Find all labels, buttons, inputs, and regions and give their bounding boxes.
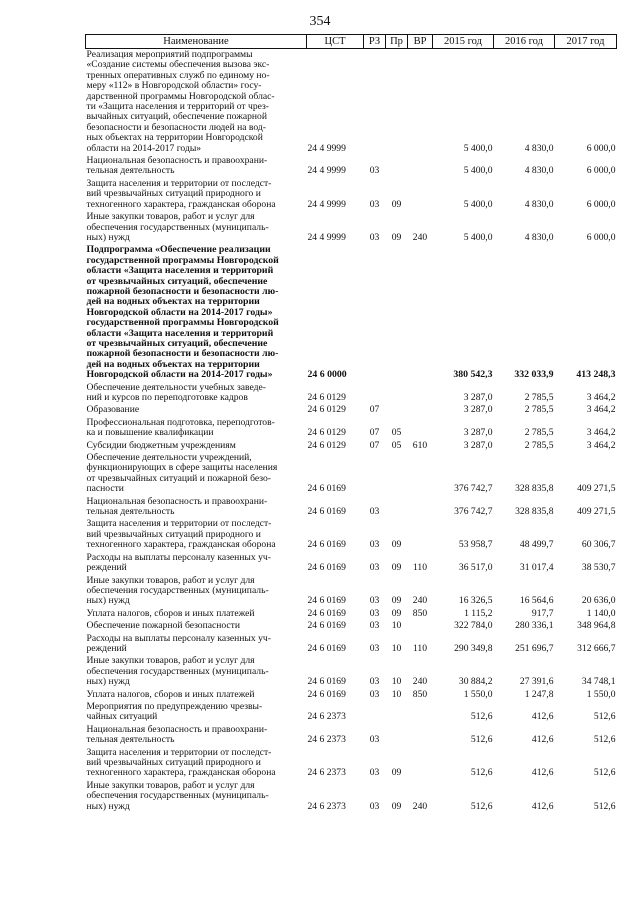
row-name-cell <box>86 655 307 688</box>
table-body <box>86 49 617 814</box>
row-name: Подпрограмма «Обеспечение реализации государственной программы Новгородской области «Защита населения и территорий от чрезвычайных ситуаций, обеспечение пожарной безопасности и безопасности лю- дей на водных объектах на территории Новгородской области на 2014-2017 годы» государственной программы Новгородской области «Защита населения и территорий от чрезвычайных ситуаций, обеспечение пожарной безопасности и безопасности лю- дей на водных объектах на территории Новгородской области на 2014-2017 годы» <box>86 244 279 381</box>
row-subsection <box>386 724 408 747</box>
row-amount-2016: 412,6 <box>531 800 554 812</box>
row-amount-2015: 3 287,0 <box>463 427 493 439</box>
table-row <box>86 689 617 701</box>
row-expense-type <box>408 178 433 211</box>
row-code: 24 6 0169 <box>307 483 346 495</box>
row-section: 03 <box>369 231 380 243</box>
row-name-cell <box>86 244 307 381</box>
row-amount-2017: 6 000,0 <box>586 142 616 154</box>
row-name: Уплата налогов, сборов и иных платежей <box>86 607 255 619</box>
row-name-cell <box>86 155 307 178</box>
row-code: 24 6 0129 <box>307 392 346 403</box>
header-name: Наименование <box>86 35 307 49</box>
header-2017: 2017 год <box>555 35 617 49</box>
row-amount-2016: 4 830,0 <box>524 198 554 210</box>
row-amount-2015: 3 287,0 <box>463 439 493 451</box>
row-amount-2017: 413 248,3 <box>576 369 616 381</box>
row-subsection: 09 <box>391 595 402 607</box>
row-name: Национальная безопасность и правоохрани- тельная деятельность <box>86 495 268 518</box>
table-row <box>86 701 617 724</box>
row-code: 24 6 0169 <box>307 595 346 607</box>
row-expense-type: 610 <box>412 439 428 451</box>
row-name: Обеспечение деятельности учебных заведе- ний и курсов по переподготовке кадров <box>86 381 266 403</box>
table-row <box>86 155 617 178</box>
header-2016: 2016 год <box>494 35 555 49</box>
row-expense-type <box>408 701 433 724</box>
row-amount-2015: 30 884,2 <box>458 676 493 688</box>
row-expense-type <box>408 747 433 780</box>
budget-table <box>85 34 617 813</box>
row-section <box>364 701 386 724</box>
row-name: Расходы на выплаты персоналу казенных уч- реждений <box>86 551 271 574</box>
row-subsection: 09 <box>391 767 402 779</box>
row-name: Профессиональная подготовка, переподготов- ка и повышение квалификации <box>86 416 275 439</box>
row-expense-type <box>408 620 433 632</box>
row-name: Расходы на выплаты персоналу казенных уч- реждений <box>86 632 271 654</box>
row-code: 24 6 2373 <box>307 800 346 812</box>
row-amount-2015: 512,6 <box>470 734 493 746</box>
row-amount-2016: 1 247,8 <box>524 688 554 700</box>
row-section: 03 <box>369 595 380 607</box>
row-amount-2016: 328 835,8 <box>515 483 554 495</box>
row-code: 24 4 9999 <box>307 198 346 210</box>
table-header <box>86 35 617 49</box>
row-expense-type: 110 <box>412 642 428 654</box>
table-row <box>86 244 617 381</box>
row-section: 03 <box>369 642 380 654</box>
row-section: 03 <box>369 620 380 632</box>
row-amount-2017: 3 464,2 <box>586 392 616 403</box>
row-amount-2015: 5 400,0 <box>463 198 493 210</box>
row-expense-type <box>408 518 433 551</box>
row-name: Национальная безопасность и правоохрани- тельная деятельность <box>86 723 268 746</box>
row-expense-type <box>408 244 433 381</box>
row-amount-2015: 1 550,0 <box>463 688 493 700</box>
row-amount-2015: 36 517,0 <box>458 562 493 574</box>
page-number: 354 <box>309 14 331 29</box>
row-amount-2016: 2 785,5 <box>524 404 554 416</box>
row-amount-2015: 290 349,8 <box>454 642 493 654</box>
table-row <box>86 49 617 156</box>
row-amount-2017: 20 636,0 <box>581 595 616 607</box>
row-subsection: 09 <box>391 607 402 619</box>
table-row <box>86 211 617 244</box>
row-section <box>364 382 386 405</box>
row-section <box>364 452 386 496</box>
row-amount-2016: 48 499,7 <box>519 539 554 551</box>
row-amount-2015: 380 542,3 <box>453 369 493 381</box>
row-name-cell <box>86 382 307 405</box>
row-name-cell <box>86 608 307 620</box>
table-row <box>86 404 617 416</box>
table-row <box>86 620 617 632</box>
row-code: 24 6 0169 <box>307 688 346 700</box>
header-2015: 2015 год <box>433 35 494 49</box>
row-subsection <box>386 452 408 496</box>
row-subsection: 10 <box>391 642 402 654</box>
row-subsection <box>386 701 408 724</box>
row-amount-2015: 512,6 <box>470 711 493 723</box>
table-row <box>86 747 617 780</box>
row-section: 03 <box>369 562 380 574</box>
row-code: 24 6 0169 <box>307 676 346 688</box>
row-amount-2015: 53 958,7 <box>458 539 493 551</box>
row-expense-type <box>408 452 433 496</box>
row-subsection <box>386 244 408 381</box>
row-subsection: 10 <box>391 676 402 688</box>
row-amount-2017: 348 964,8 <box>577 620 616 632</box>
row-amount-2016: 2 785,5 <box>524 427 554 439</box>
row-amount-2016: 251 696,7 <box>515 642 554 654</box>
row-amount-2016: 412,6 <box>531 734 554 746</box>
row-code: 24 4 9999 <box>307 165 346 177</box>
table-row <box>86 440 617 452</box>
row-section: 03 <box>369 607 380 619</box>
row-code: 24 6 0129 <box>307 439 346 451</box>
row-code: 24 6 0129 <box>307 427 346 439</box>
row-amount-2017: 1 550,0 <box>586 688 616 700</box>
row-amount-2017: 3 464,2 <box>586 439 616 451</box>
row-amount-2015: 376 742,7 <box>454 483 493 495</box>
row-amount-2017: 512,6 <box>593 800 616 812</box>
row-name: Защита населения и территории от последст- вий чрезвычайных ситуаций природного и техногенного характера, гражданская оборона <box>86 177 276 210</box>
row-name-cell <box>86 724 307 747</box>
row-name-cell <box>86 575 307 608</box>
row-code: 24 6 2373 <box>307 734 346 746</box>
table-row <box>86 417 617 440</box>
row-section: 03 <box>369 688 380 700</box>
row-amount-2015: 512,6 <box>470 800 493 812</box>
row-amount-2015: 376 742,7 <box>454 506 493 518</box>
row-subsection <box>386 382 408 405</box>
row-amount-2016: 4 830,0 <box>524 165 554 177</box>
row-expense-type: 850 <box>412 688 428 700</box>
row-amount-2015: 3 287,0 <box>463 404 493 416</box>
row-amount-2016: 332 033,9 <box>514 369 554 381</box>
row-amount-2017: 6 000,0 <box>586 198 616 210</box>
row-amount-2015: 5 400,0 <box>463 231 493 243</box>
row-amount-2017: 1 140,0 <box>586 607 616 619</box>
row-subsection: 05 <box>391 427 402 439</box>
row-expense-type <box>408 496 433 519</box>
row-name-cell <box>86 518 307 551</box>
header-expense-type: ВР <box>408 35 433 49</box>
row-name: Уплата налогов, сборов и иных платежей <box>86 688 255 700</box>
table-row <box>86 633 617 656</box>
row-subsection: 09 <box>391 800 402 812</box>
row-expense-type: 240 <box>412 676 428 688</box>
row-section: 07 <box>369 439 380 451</box>
table-row <box>86 518 617 551</box>
table-row <box>86 552 617 575</box>
row-name: Национальная безопасность и правоохрани- тельная деятельность <box>86 155 268 177</box>
table-row <box>86 452 617 496</box>
row-name: Обеспечение деятельности учреждений, функционирующих в сфере защиты населения от чрезвычайных ситуаций и пожарной безо- пасности <box>86 452 278 495</box>
row-name-cell <box>86 689 307 701</box>
row-section: 03 <box>369 506 380 518</box>
row-amount-2016: 31 017,4 <box>519 562 554 574</box>
row-amount-2016: 280 336,1 <box>515 620 554 632</box>
row-amount-2017: 3 464,2 <box>586 404 616 416</box>
row-name-cell <box>86 701 307 724</box>
row-subsection: 05 <box>391 439 402 451</box>
row-section: 07 <box>369 404 380 416</box>
row-name: Защита населения и территории от последст- вий чрезвычайных ситуаций природного и техногенного характера, гражданская оборона <box>86 746 276 779</box>
row-amount-2016: 412,6 <box>531 767 554 779</box>
row-section <box>364 244 386 381</box>
row-code: 24 6 0000 <box>307 369 347 381</box>
row-name-cell <box>86 747 307 780</box>
row-name-cell <box>86 452 307 496</box>
row-name: Иные закупки товаров, работ и услуг для обеспечения государственных (муниципаль- ных) нужд <box>86 655 269 688</box>
row-name-cell <box>86 780 307 813</box>
row-amount-2017: 6 000,0 <box>586 231 616 243</box>
row-expense-type: 110 <box>412 562 428 574</box>
row-expense-type <box>408 724 433 747</box>
row-amount-2016: 27 391,6 <box>519 676 554 688</box>
row-name-cell <box>86 211 307 244</box>
row-code: 24 6 0169 <box>307 607 346 619</box>
row-section: 03 <box>369 734 380 746</box>
row-section: 03 <box>369 676 380 688</box>
row-expense-type <box>408 155 433 178</box>
table-row <box>86 496 617 519</box>
row-amount-2015: 5 400,0 <box>463 165 493 177</box>
row-amount-2017: 60 306,7 <box>581 539 616 551</box>
table-row <box>86 575 617 608</box>
row-amount-2017: 512,6 <box>593 711 616 723</box>
row-subsection <box>386 404 408 416</box>
row-expense-type <box>408 382 433 405</box>
row-amount-2016: 412,6 <box>531 711 554 723</box>
row-code: 24 6 2373 <box>307 711 346 723</box>
row-name: Защита населения и территории от последст- вий чрезвычайных ситуаций природного и техногенного характера, гражданская оборона <box>86 518 276 551</box>
table-row <box>86 780 617 813</box>
row-section <box>364 49 386 156</box>
row-subsection: 09 <box>391 562 402 574</box>
row-name: Иные закупки товаров, работ и услуг для обеспечения государственных (муниципаль- ных) нужд <box>86 211 269 243</box>
row-amount-2017: 6 000,0 <box>586 165 616 177</box>
row-section: 03 <box>369 539 380 551</box>
row-name-cell <box>86 440 307 452</box>
header-section: РЗ <box>364 35 386 49</box>
row-amount-2017: 312 666,7 <box>577 642 616 654</box>
row-name: Иные закупки товаров, работ и услуг для обеспечения государственных (муниципаль- ных) нужд <box>86 574 269 607</box>
row-amount-2015: 16 326,5 <box>458 595 493 607</box>
row-subsection: 10 <box>391 688 402 700</box>
row-name: Субсидии бюджетным учреждениям <box>86 439 236 451</box>
row-name-cell <box>86 496 307 519</box>
row-amount-2015: 512,6 <box>470 767 493 779</box>
table-row <box>86 178 617 211</box>
row-code: 24 4 9999 <box>307 142 346 154</box>
row-name: Реализация мероприятий подпрограммы «Создание системы обеспечения вызова экс- тренных оперативных служб по единому но- меру «112» в Новгородской области» госу- дарственной программы Новгородской облас- ти «Защита населения и территорий от чрез- вычайных ситуаций, обеспечение пожарной безопасности и безопасности людей на вод- ных объектах на территории Новгородской области на 2014-2017 годы» <box>86 49 275 154</box>
row-section: 03 <box>369 165 380 177</box>
row-amount-2016: 328 835,8 <box>515 506 554 518</box>
row-code: 24 6 0169 <box>307 562 346 574</box>
row-subsection: 10 <box>391 620 402 632</box>
row-expense-type <box>408 417 433 440</box>
row-amount-2016: 2 785,5 <box>524 392 554 403</box>
row-amount-2015: 322 784,0 <box>454 620 493 632</box>
row-name-cell <box>86 404 307 416</box>
row-subsection <box>386 49 408 156</box>
row-name: Мероприятия по предупреждению чрезвы- чайных ситуаций <box>86 700 263 723</box>
table-row <box>86 655 617 688</box>
row-section: 03 <box>369 767 380 779</box>
row-code: 24 6 0169 <box>307 620 346 632</box>
row-section: 03 <box>369 198 380 210</box>
row-code: 24 6 0169 <box>307 642 346 654</box>
row-amount-2016: 4 830,0 <box>524 231 554 243</box>
row-name-cell <box>86 417 307 440</box>
row-amount-2016: 4 830,0 <box>524 142 554 154</box>
row-name: Иные закупки товаров, работ и услуг для обеспечения государственных (муниципаль- ных) нужд <box>86 779 269 812</box>
row-expense-type <box>408 49 433 156</box>
row-amount-2017: 34 748,1 <box>581 676 616 688</box>
row-amount-2017: 3 464,2 <box>586 427 616 439</box>
row-code: 24 6 0169 <box>307 506 346 518</box>
row-code: 24 6 0129 <box>307 404 346 416</box>
row-name: Образование <box>86 404 140 416</box>
table-row <box>86 382 617 405</box>
row-expense-type: 240 <box>412 231 428 243</box>
row-name-cell <box>86 49 307 156</box>
row-expense-type: 240 <box>412 800 428 812</box>
table-row <box>86 608 617 620</box>
row-subsection: 09 <box>391 539 402 551</box>
row-name: Обеспечение пожарной безопасности <box>86 620 241 632</box>
row-amount-2015: 3 287,0 <box>463 392 493 403</box>
row-amount-2016: 2 785,5 <box>524 439 554 451</box>
row-code: 24 4 9999 <box>307 231 346 243</box>
row-expense-type <box>408 404 433 416</box>
row-subsection <box>386 496 408 519</box>
row-code: 24 6 0169 <box>307 539 346 551</box>
row-amount-2015: 1 115,2 <box>464 607 493 619</box>
row-expense-type: 240 <box>412 595 428 607</box>
row-subsection <box>386 155 408 178</box>
row-section: 03 <box>369 800 380 812</box>
row-code: 24 6 2373 <box>307 767 346 779</box>
row-amount-2017: 409 271,5 <box>577 483 616 495</box>
header-subsection: Пр <box>386 35 408 49</box>
row-amount-2016: 16 564,6 <box>519 595 554 607</box>
row-expense-type: 850 <box>412 607 428 619</box>
row-amount-2017: 409 271,5 <box>577 506 616 518</box>
row-amount-2016: 917,7 <box>531 607 554 619</box>
row-subsection: 09 <box>391 198 402 210</box>
row-amount-2017: 38 530,7 <box>581 562 616 574</box>
row-name-cell <box>86 178 307 211</box>
row-amount-2015: 5 400,0 <box>463 142 493 154</box>
row-subsection: 09 <box>391 231 402 243</box>
row-amount-2017: 512,6 <box>593 734 616 746</box>
row-name-cell <box>86 552 307 575</box>
header-code: ЦСТ <box>307 35 364 49</box>
row-name-cell <box>86 620 307 632</box>
row-amount-2017: 512,6 <box>593 767 616 779</box>
row-section: 07 <box>369 427 380 439</box>
table-row <box>86 724 617 747</box>
row-name-cell <box>86 633 307 656</box>
